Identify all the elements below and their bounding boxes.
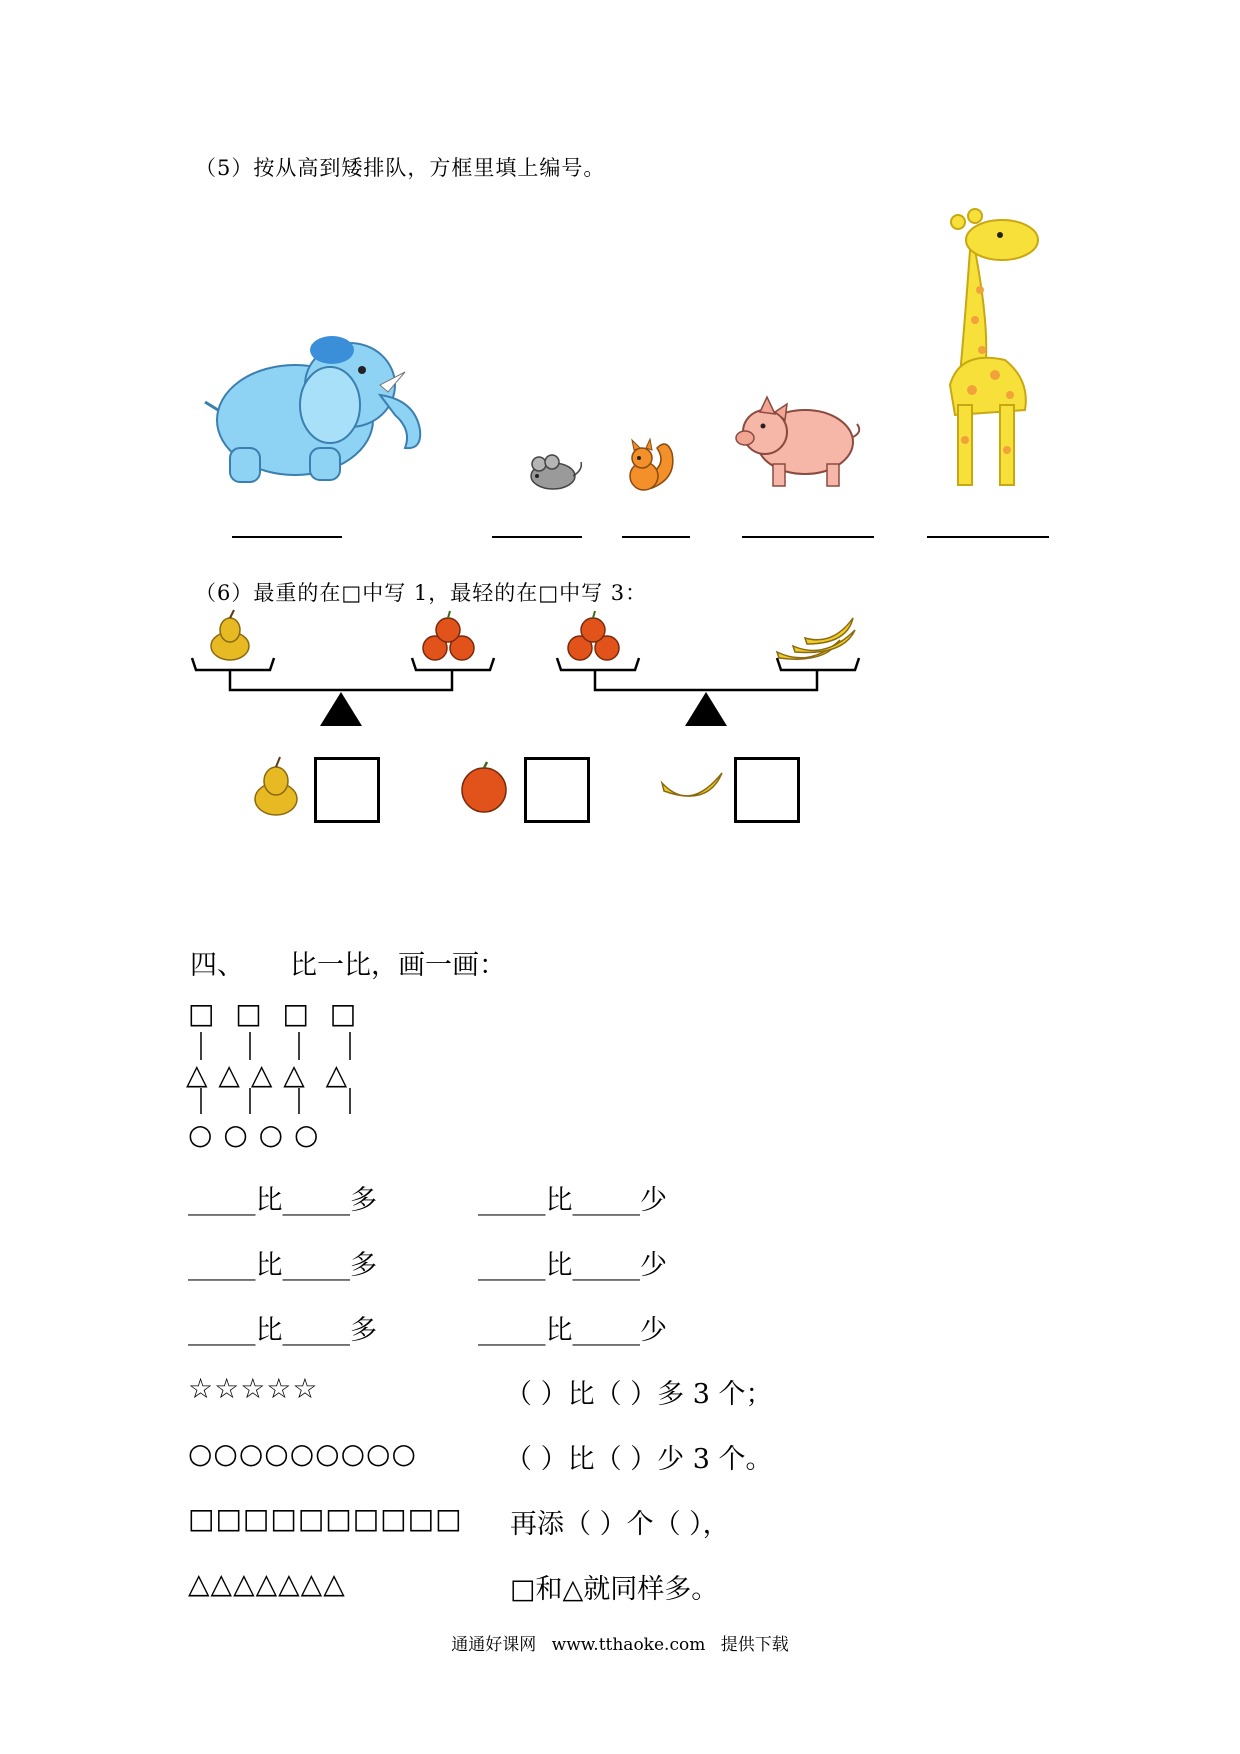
connector-lines [185,1000,385,1140]
footer-url[interactable]: www.tthaoke.com [551,1635,706,1655]
footer-suffix: 提供下载 [720,1635,789,1655]
pig-illustration [735,392,860,492]
q5-title: （5）按从高到矮排队，方框里填上编号。 [195,156,606,180]
mouse-illustration [525,452,585,492]
q5-blank-giraffe[interactable] [927,536,1049,538]
footer [0,1630,1240,1655]
triangles-row: △△△△△△△ [188,1567,346,1600]
pear-icon [211,610,249,660]
compare-less-2[interactable]: _____比_____少 [478,1250,667,1281]
triangle-row: △ △ △ △ △ [186,1058,349,1091]
circles-question[interactable]: （ ）比（ ）少 3 个。 [505,1444,773,1475]
stars-question[interactable]: （ ）比（ ）多 3 个； [505,1379,773,1410]
apple-answer-box[interactable] [524,757,590,823]
bananas-icon [777,618,855,659]
circle-row: ○ ○ ○ ○ [188,1118,320,1151]
compare-more-2[interactable]: _____比_____多 [188,1250,377,1281]
balance-scale-left [190,610,500,735]
squares-question[interactable]: 再添（ ）个（ ）， [510,1509,730,1540]
squares-row: □□□□□□□□□□ [188,1502,463,1535]
elephant-illustration [200,330,445,490]
q5-blank-mouse[interactable] [492,536,582,538]
q5-blank-elephant[interactable] [232,536,342,538]
compare-less-3[interactable]: _____比_____少 [478,1315,667,1346]
stars-row: ☆☆☆☆☆ [188,1372,319,1405]
footer-site-name: 通通好课网 [451,1635,537,1655]
section4-heading [190,943,506,982]
banana-icon [660,765,725,810]
circles-row: ○○○○○○○○○ [188,1437,417,1470]
section4-number: 四、 [190,950,244,981]
compare-less-1[interactable]: _____比_____少 [478,1185,667,1216]
apples-icon [568,611,619,660]
pear-answer-box[interactable] [314,757,380,823]
banana-answer-box[interactable] [734,757,800,823]
compare-more-1[interactable]: _____比_____多 [188,1185,377,1216]
apple-icon [458,762,510,814]
q6-title: （6）最重的在□中写 1，最轻的在□中写 3： [195,581,648,605]
q5-blank-squirrel[interactable] [622,536,690,538]
compare-more-3[interactable]: _____比_____多 [188,1315,377,1346]
section4-title: 比一比，画一画： [290,950,506,981]
squirrel-illustration [622,438,682,496]
triangles-question: □和△就同样多。 [510,1574,719,1605]
pear-icon [250,757,302,817]
giraffe-illustration [930,210,1060,495]
q5-blank-pig[interactable] [742,536,874,538]
square-row: □ □ □ □ [188,997,358,1030]
apples-icon [423,611,474,660]
balance-scale-right [555,610,865,735]
